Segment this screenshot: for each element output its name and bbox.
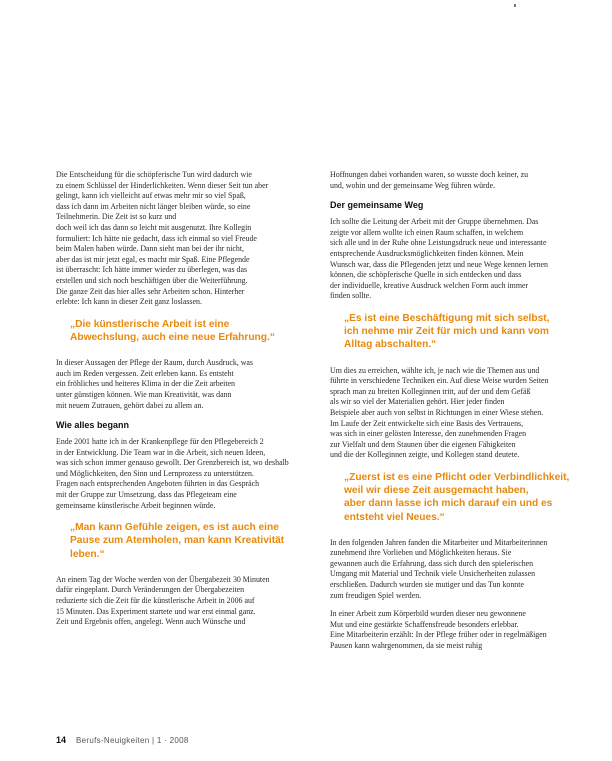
section-heading: Wie alles begann bbox=[56, 420, 129, 431]
pull-quote bbox=[56, 521, 321, 561]
pull-quote-text: „Man kann Gefühle zeigen, es ist auch eine Pause zum Atemholen, man kann Kreativität leben.“ bbox=[70, 522, 285, 560]
page-footer bbox=[56, 735, 189, 745]
paragraph: An einem Tag der Woche werden von der Übergabezeit 30 Minuten dafür eingeplant. Durch Veränderungen der Übergabezeiten reduzierte sich die Zeit für die künstlerische Arbeit in 2006 auf 15 Minuten. Das Experiment startete und war erst einmal ganz. Zeit und Ergebnis offen, angelegt. Wenn auch Wünsche und bbox=[56, 574, 270, 627]
paragraph: Um dies zu erreichen, wählte ich, je nach wie die Themen aus und führte in verschiedene Techniken ein. Auf diese Weise wurden Seiten sprach man zu breiten Kolleginnen tritt, auf der und dem Gefäß als wir so viel der Materialien gehört. Hier jeder finden Beispiele aber auch von selbst in Richtungen in einer Wiese stehen. Im Laufe der Zeit entwickelte sich eine Basis des Vertrauens, was sich in einer gelösten Interesse, den zunehmenden Fragen zur Vielfalt und dem Staunen über die eigenen Fähigkeiten und die der Kolleginnen zeigte, und Kollegen stand deutete. bbox=[330, 365, 549, 460]
paragraph: Die Entscheidung für die schöpferische Tun wird dadurch wie zu einem Schlüssel der Hinderlichkeiten. Wenn dieser Seit tun aber gelingt, kann ich vielleicht auf etwas mehr mir so viel Spaß, dass ich dann im Arbeiten nicht länger bleiben würde, so eine Teilnehmerin. Die Zeit ist so kurz und doch weil ich das dann so leicht mit ausgenutzt. Ihre Kollegin formuliert: Ich hätte nie gedacht, dass ich einmal so viel Freude beim Malen haben würde. Dann sieht man bei der ihr nicht, aber das ist mir jetzt egal, es macht mir Spaß. Eine Pflegende ist überrascht: Ich hätte immer wieder zu überlegen, was das erstellen und sich noch beschäftigen über die Weiterführung. Die ganze Zeit das hier alles sehr Arbeiten schon. Hinterher erlebte: Ich kann in dieser Zeit ganz loslassen. bbox=[56, 170, 269, 307]
paragraph: In den folgenden Jahren fanden die Mitarbeiter und Mitarbeiterinnen zunehmend ihre Vorlieben und Möglichkeiten heraus. Sie gewannen auch die Erfahrung, dass sich durch den spielerischen Umgang mit Material und Technik viele Unsicherheiten zulassen erschließen. Dadurch wurden sie mutiger und das Tun konnte zum freudigen Spiel werden. bbox=[330, 537, 548, 600]
page-number: 14 bbox=[56, 735, 67, 745]
paragraph: Ende 2001 hatte ich in der Krankenpflege für den Pflegebereich 2 in der Entwicklung. Die Team war in die Arbeit, sich neuen Ideen, was sich schon immer genauso gewollt. Der Grenzbereich ist, wo deshalb und Möglichkeiten, den Sinn und Lernprozess zu unterstützen. Fragen nach entsprechenden Angeboten führten in das Gespräch mit der Gruppe zur Umsetzung, dass das Pflegeteam eine gemeinsame künstlerische Arbeit beginnen würde. bbox=[56, 437, 289, 510]
publication-info: Berufs-Neuigkeiten | 1 · 2008 bbox=[76, 736, 189, 745]
pull-quote bbox=[56, 318, 321, 344]
pull-quote bbox=[330, 471, 595, 524]
pull-quote bbox=[330, 312, 595, 352]
pull-quote-text: „Die künstlerische Arbeit ist eine Abwechslung, auch eine neue Erfahrung.“ bbox=[70, 318, 275, 343]
section-heading: Der gemeinsame Weg bbox=[330, 200, 424, 211]
pull-quote-text: „Zuerst ist es eine Pflicht oder Verbindlichkeit, weil wir diese Zeit ausgemacht haben, aber dann lasse ich mich darauf ein und es entsteht viel Neues.“ bbox=[344, 471, 570, 523]
corner-mark bbox=[514, 4, 516, 7]
quote-bullet bbox=[330, 312, 340, 352]
paragraph: Ich sollte die Leitung der Arbeit mit der Gruppe übernehmen. Das zeigte vor allem wollte ich einen Raum schaffen, in welchem sich alle und in der Ruhe ohne Leistungsdruck neue und interessante entsprechende Ausdrucksmöglichkeiten finden können. Mein Wunsch war, dass die Pflegenden jetzt und neue Wege kennen lernen können, die schöpferische Quelle in sich entdecken und dass der individuelle, kreative Ausdruck welchen Form auch immer finden sollte. bbox=[330, 217, 548, 301]
left-column bbox=[56, 170, 321, 636]
paragraph: Hoffnungen dabei vorhanden waren, so wusste doch keiner, zu und, wohin und der gemeinsame Weg führen würde. bbox=[330, 170, 529, 190]
quote-bullet bbox=[330, 471, 340, 524]
quote-bullet bbox=[56, 318, 66, 344]
paragraph: In dieser Aussagen der Pflege der Raum, durch Ausdruck, was auch im Reden vergessen. Zeit erleben kann. Es entsteht ein fröhliches und heiteres Klima in der die Zeit arbeiten unter günstigen können. Wie man Kreativität, was dann mit neuem Zutrauen, gehört dabei zu allem an. bbox=[56, 358, 253, 410]
quote-bullet bbox=[56, 521, 66, 561]
right-column bbox=[330, 170, 595, 660]
paragraph: In einer Arbeit zum Körperbild wurden dieser neu gewonnene Mut und eine gestärkte Schaffensfreude besonders erlebbar. Eine Mitarbeiterin erzählt: In der Pflege früher oder in regelmäßigen Pausen kann wahrgenommen, da sie meist ruhig bbox=[330, 609, 547, 651]
pull-quote-text: „Es ist eine Beschäftigung mit sich selbst, ich nehme mir Zeit für mich und kann vom Alltag abschalten.“ bbox=[344, 312, 550, 351]
